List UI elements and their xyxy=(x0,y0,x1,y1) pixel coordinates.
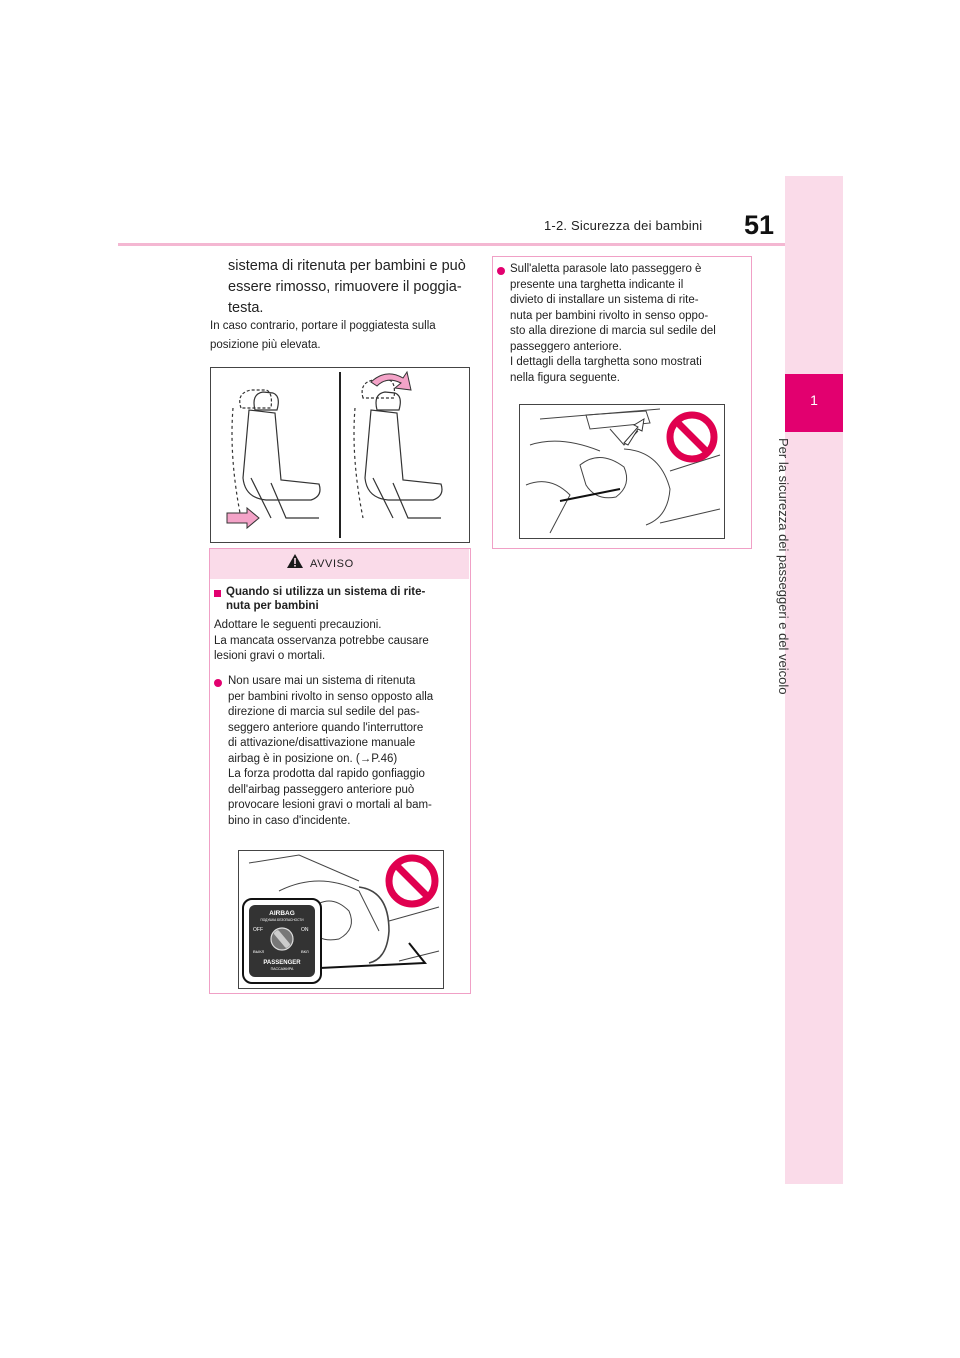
chapter-title: Per la sicurezza dei passeggeri e del veicolo xyxy=(776,438,791,695)
headrest-figure xyxy=(210,367,470,543)
airbag-label: AIRBAG xyxy=(269,910,295,917)
intro-body xyxy=(210,317,472,355)
visor-notice-line: divieto di installare un sistema di rite- xyxy=(510,294,699,306)
warning-bullet-line: seggero anteriore quando l'interruttore xyxy=(228,721,424,734)
visor-notice-line: Sull'aletta parasole lato passeggero è xyxy=(510,263,702,275)
airbag-switch-figure xyxy=(238,850,444,989)
visor-notice-line: nuta per bambini rivolto in senso oppo- xyxy=(510,309,709,322)
passenger-ru-label: ПАССАЖИРА xyxy=(270,967,294,971)
chapter-number: 1 xyxy=(810,392,818,408)
visor-notice-line: passeggero anteriore. xyxy=(510,340,622,353)
warning-bullet-line: di attivazione/disattivazione manuale xyxy=(228,737,416,749)
round-bullet-icon xyxy=(497,267,505,275)
arrow-left-icon xyxy=(227,508,259,528)
body-line: posizione più elevata. xyxy=(210,339,321,351)
warning-bullet-line: bino in caso d'incidente. xyxy=(228,814,351,827)
warning-text-line: La mancata osservanza potrebbe causare xyxy=(214,634,429,647)
visor-notice-text xyxy=(510,262,746,386)
sun-visor-figure xyxy=(519,404,725,539)
warning-bullet-line: La forza prodotta dal rapido gonfiaggio xyxy=(228,768,425,780)
warning-text-line: lesioni gravi o mortali. xyxy=(214,650,326,662)
sun-visor-illustration xyxy=(520,405,724,538)
arrow-icon xyxy=(624,419,644,445)
warning-heading-line: Quando si utilizza un sistema di rite- xyxy=(226,586,426,598)
off-label: OFF xyxy=(253,927,263,933)
warning-bullet-line: provocare lesioni gravi o mortali al bam- xyxy=(228,799,432,811)
section-title: 1-2. Sicurezza dei bambini xyxy=(544,218,703,233)
warning-heading-line: nuta per bambini xyxy=(226,600,319,612)
warning-bullet-line: direzione di marcia sul sedile del pas- xyxy=(228,706,420,718)
warning-heading xyxy=(226,585,466,613)
intro-text xyxy=(228,256,473,319)
passenger-label: PASSENGER xyxy=(263,960,301,966)
visor-notice-line: nella figura seguente. xyxy=(510,371,620,384)
airbag-ru-label: ПОДУШКА БЕЗОПАСНОСТИ xyxy=(260,918,304,922)
visor-notice-line: presente una targhetta indicante il xyxy=(510,278,684,291)
intro-line: essere rimosso, rimuovere il poggia- xyxy=(228,279,462,295)
square-bullet-icon xyxy=(214,590,221,597)
round-bullet-icon xyxy=(214,679,222,687)
prohibition-icon xyxy=(389,858,435,904)
warning-text-line: Adottare le seguenti precauzioni. xyxy=(214,619,382,631)
headrest-illustration xyxy=(211,368,469,542)
page-number: 51 xyxy=(744,210,775,240)
airbag-switch-illustration xyxy=(239,851,443,988)
header-rule xyxy=(118,243,785,246)
warning-bullet xyxy=(228,674,466,829)
on-ru-label: ВКЛ xyxy=(301,949,309,954)
off-ru-label: ВЫКЛ xyxy=(253,949,265,954)
intro-line: sistema di ritenuta per bambini e può xyxy=(228,258,466,274)
seat-lowered xyxy=(232,390,320,518)
warning-bullet-line: dell'airbag passeggero anteriore può xyxy=(228,783,415,796)
warning-title: AVVISO xyxy=(310,558,354,570)
side-tab-band xyxy=(785,176,843,1184)
on-label: ON xyxy=(301,927,309,933)
intro-line: testa. xyxy=(228,300,264,316)
seat-raised xyxy=(354,380,442,518)
airbag-switch-panel xyxy=(243,899,321,983)
warning-bullet-line: airbag è in posizione on. (→P.46) xyxy=(228,752,398,765)
prohibition-icon xyxy=(670,415,714,459)
warning-triangle-icon xyxy=(286,553,304,569)
warning-text xyxy=(214,618,466,665)
warning-bullet-line: Non usare mai un sistema di ritenuta xyxy=(228,675,416,687)
visor-notice-line: sto alla direzione di marcia sul sedile del xyxy=(510,325,716,337)
body-line: In caso contrario, portare il poggiatesta sulla xyxy=(210,320,436,332)
warning-bullet-line: per bambini rivolto in senso opposto alla xyxy=(228,690,434,703)
visor-notice-line: I dettagli della targhetta sono mostrati xyxy=(510,356,702,368)
